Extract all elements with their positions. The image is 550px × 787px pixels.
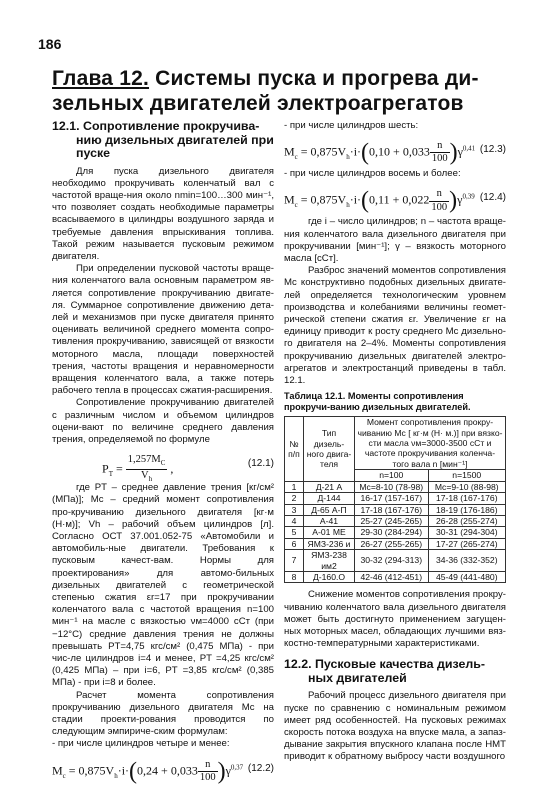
paragraph: Сопротивление прокручиванию двигателей с различным числом и объемом цилиндров оцени-вают по величине среднего давления трения, определяемой по формуле	[52, 397, 274, 445]
section-heading-12-1: 12.1. Сопротивление прокручива-нию дизельных двигателей при пуске	[52, 119, 274, 160]
section-heading-12-2: 12.2. Пусковые качества дизель-ных двигателей	[284, 657, 485, 685]
table-row	[285, 538, 506, 549]
table-cell: 26-28 (255-274)	[428, 515, 505, 526]
table-row	[285, 493, 506, 504]
right-column	[284, 120, 506, 764]
paragraph: - при числе цилиндров четыре и менее:	[52, 738, 230, 750]
table-caption: Таблица 12.1. Моменты сопротивления прокручи-ванию дизельных двигателей.	[284, 391, 471, 413]
table-cell: 25-27 (245-265)	[355, 515, 429, 526]
equation-number: (12.1)	[247, 458, 274, 470]
table-row	[285, 550, 506, 572]
chapter-name: Системы пуска и прогрева ди-зельных двигателей электроагрегатов	[52, 67, 479, 115]
paragraph: - при числе цилиндров шесть:	[284, 120, 419, 131]
table-cell: 26-27 (255-265)	[355, 538, 429, 549]
table-cell: 2	[285, 493, 304, 504]
table-header: n=100	[355, 470, 429, 481]
table-cell: Mc=9-10 (88-98)	[428, 481, 505, 492]
table-cell: Д-65 А-П	[304, 504, 355, 515]
equation-number: (12.4)	[479, 192, 506, 204]
table-cell: 4	[285, 515, 304, 526]
table-cell: 3	[285, 504, 304, 515]
table-row	[285, 515, 506, 526]
table-header: Тип дизель-ного двига-теля	[304, 417, 355, 481]
table-row	[285, 504, 506, 515]
table-row	[285, 571, 506, 582]
table-cell: А-41	[304, 515, 355, 526]
table-cell: 29-30 (284-294)	[355, 527, 429, 538]
table-cell: ЯМЗ-238 им2	[304, 550, 355, 572]
table-cell: Д-21 А	[304, 481, 355, 492]
paragraph: Для пуска дизельного двигателя необходимо прокручивать коленчатый вал с частотой враще-ния около nmin=100…300 мин⁻¹, что позволяет создать необходимые параметры всасываемого в цилиндры воздушного заряда и требуемые давления впрыскивания топлива. Такой режим называется пусковым режимом двигателя.	[52, 165, 274, 262]
table-cell: 42-46 (412-451)	[355, 571, 429, 582]
table-cell: 45-49 (441-480)	[428, 571, 505, 582]
table-cell: 17-18 (167-176)	[428, 493, 505, 504]
moments-table	[284, 416, 506, 583]
table-cell: 17-18 (167-176)	[355, 504, 429, 515]
table-cell: 30-32 (294-313)	[355, 550, 429, 572]
table-cell: 7	[285, 550, 304, 572]
table-header: № п/п	[285, 417, 304, 481]
equation-number: (12.3)	[479, 144, 506, 156]
table-cell: 1	[285, 481, 304, 492]
equation-12-2: $M_c = 0,875V_h\cdot i\cdot(0,24 + 0,033$ $\frac{n}{100}$ )$\gamma^{0,37}$ (12.2)	[52, 758, 274, 785]
table-row	[285, 481, 506, 492]
table-cell: 34-36 (332-352)	[428, 550, 505, 572]
equation-12-1: $P_T$ = $\frac{1,257M_C}{V_h}$ , (12.1)	[102, 454, 274, 484]
table-cell: 17-27 (265-274)	[428, 538, 505, 549]
table-cell: Д-160.О	[304, 571, 355, 582]
table-header: Момент сопротивления прокру-чиванию Mc [ кг·м (Н· м.)] при вязко-сти масла νм=3000-3500 сСт и частоте прокручивания коленча-того вала n [мин⁻¹]	[355, 417, 506, 470]
paragraph: Расчет момента сопротивления прокручиванию дизельного двигателя Mc на стадии проекти-рования проводится по следующим эмпириче-ским формулам:	[52, 689, 274, 738]
table-cell: 5	[285, 527, 304, 538]
chapter-label: Глава 12.	[52, 67, 150, 90]
table-cell: Mc=8-10 (78-98)	[355, 481, 429, 492]
paragraph: Разброс значений моментов сопротивления Mc конструктивно подобных дизельных двигате-лей определяется технологическим уровнем производства и колебаниями величины геомет-рической степени сжатия εr. Увеличение εr на единицу приводит к росту среднего Mc дизельно-го двигателя на 2–4%. Моменты сопротивления прокручиванию дизельных двигателей электро-агрегатов и электростанций приведены в табл. 12.1.	[284, 265, 506, 387]
paragraph: При определении пусковой частоты враще-ния коленчатого вала основным параметром яв-ляется сопротивление прокручиванию двигате-ля. Суммарное сопротивление движению дета-лей и механизмов при пуске двигателя принято оценивать величиной среднего момента сопро-тивления прокручиванию, зависящей от вязкости моторного масла, площади поверхностей трения, частоты вращения и неравномерности вращения коленчатого вала, а также потерь рабочего тепла в процессах сжатия-расширения.	[52, 263, 274, 397]
table-cell: 8	[285, 571, 304, 582]
table-cell: 30-31 (294-304)	[428, 527, 505, 538]
table-cell: ЯМЗ-236 и	[304, 538, 355, 549]
table-header: n=1500	[428, 470, 505, 481]
table-cell: 6	[285, 538, 304, 549]
paragraph: Снижение моментов сопротивления прокру-чиванию коленчатого вала дизельного двигателя может быть достигнуто применением загущен-ных моторных масел, обладающих лучшими вяз-костно-температурными характеристиками.	[284, 589, 506, 650]
table-cell: А-01 МЕ	[304, 527, 355, 538]
paragraph: - при числе цилиндров восемь и более:	[284, 168, 461, 180]
table-row	[285, 527, 506, 538]
equation-12-4: $M_c = 0,875V_h\cdot i\cdot(0,11 + 0,022$ $\frac{n}{100}$ )$\gamma^{0,39}$ (12.4)	[284, 188, 506, 214]
equation-number: (12.2)	[247, 762, 274, 774]
table-cell: Д-144	[304, 493, 355, 504]
paragraph: где i – число цилиндров; n – частота враще-ния коленчатого вала дизельного двигателя при прокручивании [мин⁻¹]; γ – вязкость моторного масла [сСт].	[284, 216, 506, 265]
table-cell: 16-17 (157-167)	[355, 493, 429, 504]
paragraph: где PT – среднее давление трения [кг/см² (МПа)]; Mc – средний момент сопротивления про-кручиванию дизельного двигателя [кг·м (Н·м)]; Vh – рабочий объем цилиндров [л]. Согласно ОСТ 37.001.052-75 «Автомобили и автомобиль-ные двигатели. Требования к пусковым качест-вам. Нормы для проектирования» для автомо-бильных дизельных двигателей с геометрической степенью сжатия εr=17 при прокручивании коленчатого вала с частотой вращения n=100 мин⁻¹ на масле с вязкостью νм=4000 сСт (при −12°С) средние давления трения не должны превышать PT=4,75 кгс/см² (0,475 МПа) - при чис-ле цилиндров i=4 и менее, PT =4,25 кгс/см² (0,425 МПа) – при i=6, PT =3,85 кгс/см² (0,385 МПа) - при i=8 и более.	[52, 482, 274, 689]
chapter-title	[52, 66, 522, 116]
equation-12-3: $M_c = 0,875V_h\cdot i\cdot(0,10 + 0,033$ $\frac{n}{100}$ )$\gamma^{0,41}$ (12.3)	[284, 139, 506, 166]
left-column	[52, 120, 274, 787]
paragraph: Рабочий процесс дизельного двигателя при пуске по сравнению с номинальным режимом имеет ряд особенностей. На пусковых режимах скорость потока воздуха на впуске мала, а запаз-дывание закрытия впускного клапана после НМТ приводит к обратному выбросу части воздушного	[284, 690, 506, 763]
table-cell: 18-19 (176-186)	[428, 504, 505, 515]
page-number: 186	[38, 36, 62, 52]
